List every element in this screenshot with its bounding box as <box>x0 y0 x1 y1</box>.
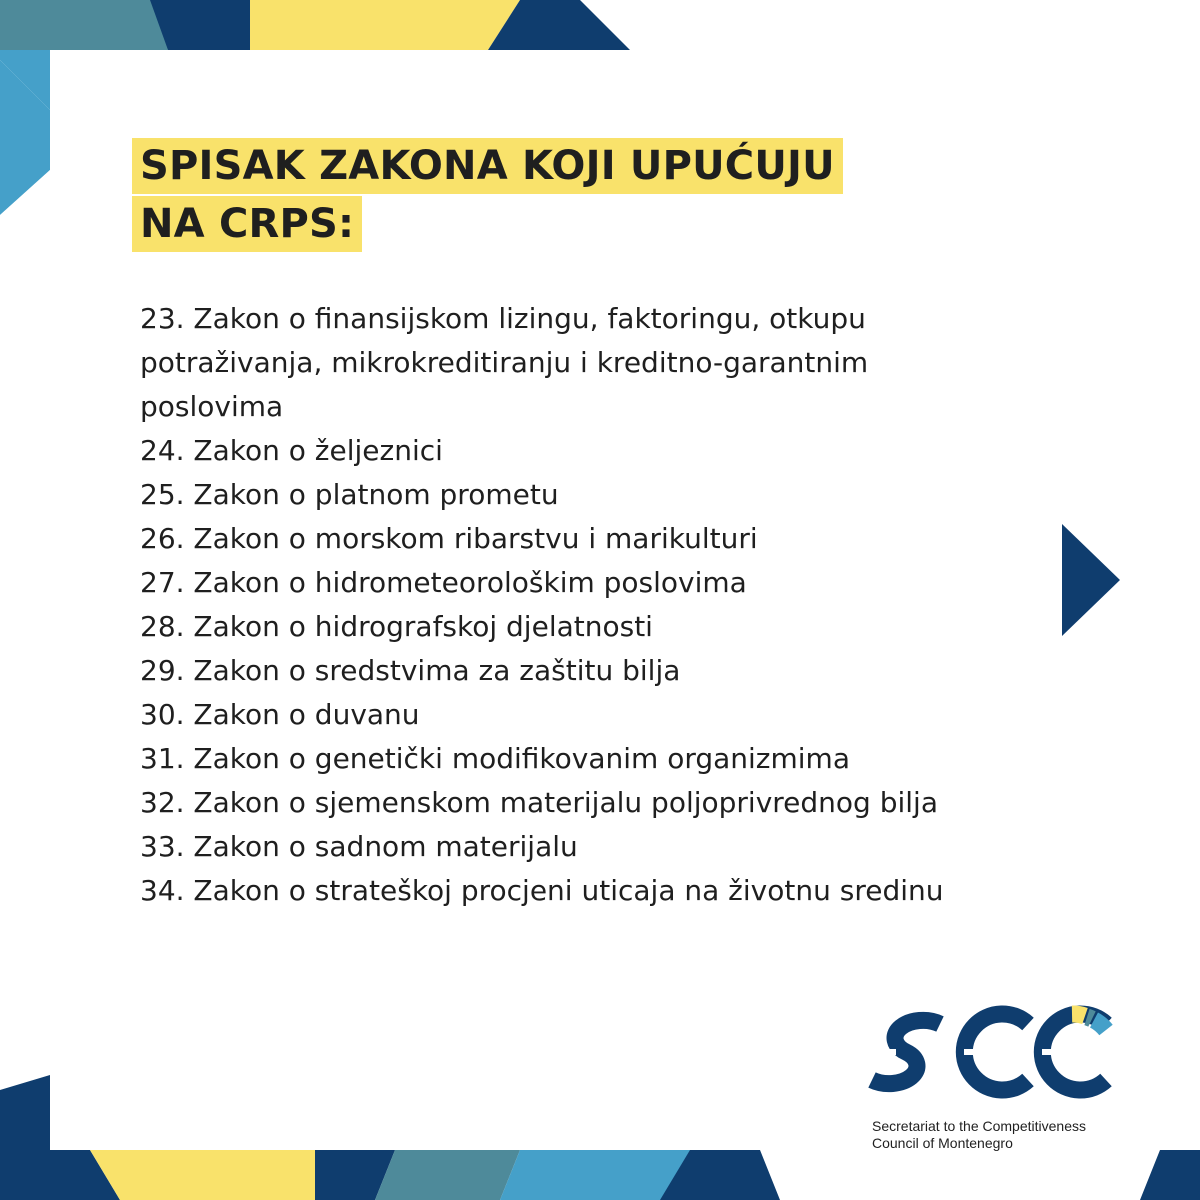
list-item: 27. Zakon o hidrometeorološkim poslovima <box>140 566 747 599</box>
scc-logo-mark <box>866 1002 1118 1102</box>
list-item: 26. Zakon o morskom ribarstvu i marikulturi <box>140 522 758 555</box>
list-item: 33. Zakon o sadnom materijalu <box>140 830 578 863</box>
logo-caption-line-2: Council of Montenegro <box>872 1135 1013 1151</box>
list-item: 28. Zakon o hidrografskoj djelatnosti <box>140 610 653 643</box>
logo-caption <box>872 1118 1086 1152</box>
bottom-teal-block <box>375 1150 520 1200</box>
logo-caption-line-1: Secretariat to the Competitiveness <box>872 1118 1086 1134</box>
list-item: 24. Zakon o željeznici <box>140 434 443 467</box>
list-item: 32. Zakon o sjemenskom materijalu poljoprivrednog bilja <box>140 786 938 819</box>
logo-arc-teal <box>1087 1017 1092 1019</box>
list-item: 30. Zakon o duvanu <box>140 698 420 731</box>
top-band <box>0 0 630 50</box>
list-item: poslovima <box>140 390 284 423</box>
list-item: 31. Zakon o genetički modifikovanim organizmima <box>140 742 850 775</box>
left-band <box>0 50 50 1150</box>
list-item: 29. Zakon o sredstvima za zaštitu bilja <box>140 654 681 687</box>
triangle-right-icon[interactable] <box>1062 524 1120 636</box>
bottom-yellow-block <box>90 1150 315 1200</box>
title-line-1: SPISAK ZAKONA KOJI UPUĆUJU <box>132 138 843 194</box>
top-teal-block <box>0 0 168 50</box>
logo-arc-lightblue <box>1094 1020 1106 1030</box>
scc-logo <box>866 1002 1136 1162</box>
top-yellow-block <box>250 0 520 50</box>
top-navy-block <box>150 0 252 50</box>
list-item: 25. Zakon o platnom prometu <box>140 478 559 511</box>
list-item: 23. Zakon o finansijskom lizingu, faktoringu, otkupu <box>140 302 866 335</box>
page-title <box>132 138 843 252</box>
left-navy-block <box>0 1075 50 1150</box>
law-list <box>140 297 1040 913</box>
list-item: 34. Zakon o strateškoj procjeni uticaja na životnu sredinu <box>140 874 944 907</box>
logo-arc-yellow <box>1072 1014 1085 1016</box>
left-white-strip <box>0 170 50 1075</box>
bottom-navy-corner <box>1140 1150 1200 1200</box>
title-line-2: NA CRPS: <box>132 196 362 252</box>
list-item: potraživanja, mikrokreditiranju i kreditno-garantnim <box>140 346 869 379</box>
